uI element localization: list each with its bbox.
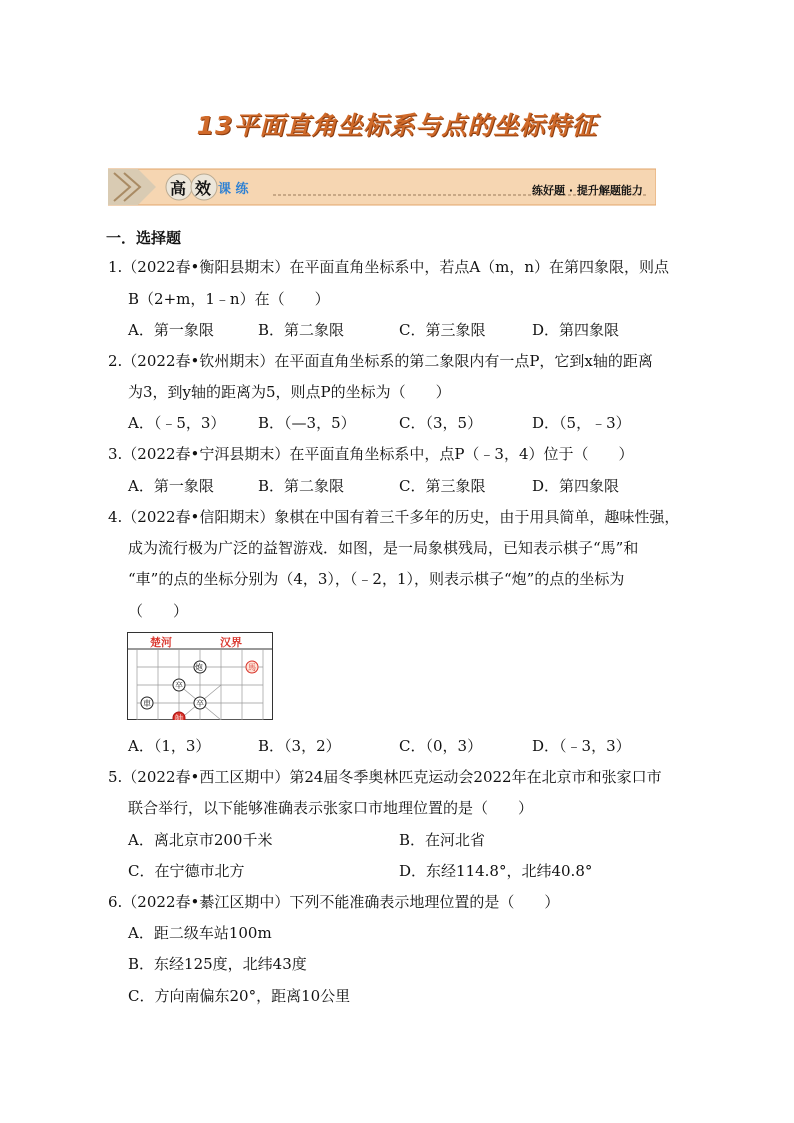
q1-text-b: A（m，n）在第四象限，则点	[469, 258, 670, 276]
q4-option-a[interactable]: A．（1，3）	[128, 737, 211, 755]
q2-option-d[interactable]: D．（5，﹣3）	[532, 414, 631, 432]
banner-char-2: 效	[195, 179, 212, 198]
board-river-left: 楚河	[150, 636, 172, 649]
q5-option-d[interactable]: D．东经114.8°，北纬40.8°	[399, 862, 593, 880]
q4-option-d[interactable]: D．（﹣3，3）	[532, 737, 631, 755]
q6-option-c[interactable]: C．方向南偏东20°，距离10公里	[128, 987, 351, 1005]
q3-line1: 3.（2022春•宁洱县期末）在平面直角坐标系中，点P（﹣3，4）位于（ ）	[108, 445, 634, 463]
q4-line2: 成为流行极为广泛的益智游戏．如图，是一局象棋残局，已知表示棋子“馬”和	[128, 539, 639, 557]
q6-option-b[interactable]: B．东经125度，北纬43度	[128, 955, 307, 973]
q5-option-a[interactable]: A．离北京市200千米	[128, 831, 273, 849]
q2-option-a[interactable]: A．（﹣5，3）	[128, 414, 226, 432]
q6-option-a[interactable]: A．距二级车站100m	[128, 924, 272, 942]
q2-line2: 为3，到y轴的距离为5，则点P的坐标为（ ）	[128, 383, 451, 401]
q1-option-d[interactable]: D．第四象限	[532, 321, 620, 339]
q4-option-c[interactable]: C．（0，3）	[399, 737, 483, 755]
q4-line3: “車”的点的坐标分别为（4，3），（﹣2，1），则表示棋子“炮”的点的坐标为	[128, 570, 625, 588]
q5-option-c[interactable]: C．在宁德市北方	[128, 862, 245, 880]
piece-zu-1: 卒	[175, 681, 183, 690]
q2-line1: 2.（2022春•钦州期末）在平面直角坐标系的第二象限内有一点P，它到x轴的距离	[108, 352, 653, 370]
q4-option-b[interactable]: B．（3，2）	[258, 737, 341, 755]
q4-line4: （ ）	[128, 602, 189, 620]
q4-line1: 4.（2022春•信阳期末）象棋在中国有着三千多年的历史，由于用具简单，趣味性强，	[108, 508, 680, 526]
q1-option-b[interactable]: B．第二象限	[258, 321, 345, 339]
banner-char-1: 高	[170, 179, 187, 198]
piece-ju: 車	[143, 699, 151, 708]
section-heading: 一．选择题	[106, 229, 182, 247]
q2-option-c[interactable]: C．（3，5）	[399, 414, 483, 432]
q1-line1	[108, 256, 669, 278]
q3-option-a[interactable]: A．第一象限	[128, 477, 214, 495]
q1-option-c[interactable]: C．第三象限	[399, 321, 486, 339]
piece-zu-2: 卒	[196, 699, 204, 708]
banner-right-text: 练好题 · 提升解题能力	[532, 184, 643, 197]
q3-option-d[interactable]: D．第四象限	[532, 477, 620, 495]
q1-text: 1.（2022春•衡阳县期末）在平面直角坐标系中，若点	[108, 258, 470, 276]
q5-line2: 联合举行，以下能够准确表示张家口市地理位置的是（ ）	[128, 799, 534, 817]
q1-line2: B（2+m，1﹣n）在（ ）	[128, 290, 330, 308]
q2-option-b[interactable]: B．（—3，5）	[258, 414, 356, 432]
piece-ma: 馬	[248, 663, 256, 672]
q6-line1: 6.（2022春•綦江区期中）下列不能准确表示地理位置的是（ ）	[108, 893, 560, 911]
q1-option-a[interactable]: A．第一象限	[128, 321, 214, 339]
q3-option-c[interactable]: C．第三象限	[399, 477, 486, 495]
banner-char-3: 课 练	[218, 182, 249, 197]
q5-option-b[interactable]: B．在河北省	[399, 831, 486, 849]
board-river-right: 汉界	[220, 636, 242, 649]
piece-shuai: 帥	[175, 714, 183, 723]
document-title: 13平面直角坐标系与点的坐标特征	[196, 111, 598, 140]
piece-pao: 炮	[195, 663, 203, 672]
q5-line1: 5.（2022春•西工区期中）第24届冬季奥林匹克运动会2022年在北京市和张家口市	[108, 768, 662, 786]
q3-option-b[interactable]: B．第二象限	[258, 477, 345, 495]
